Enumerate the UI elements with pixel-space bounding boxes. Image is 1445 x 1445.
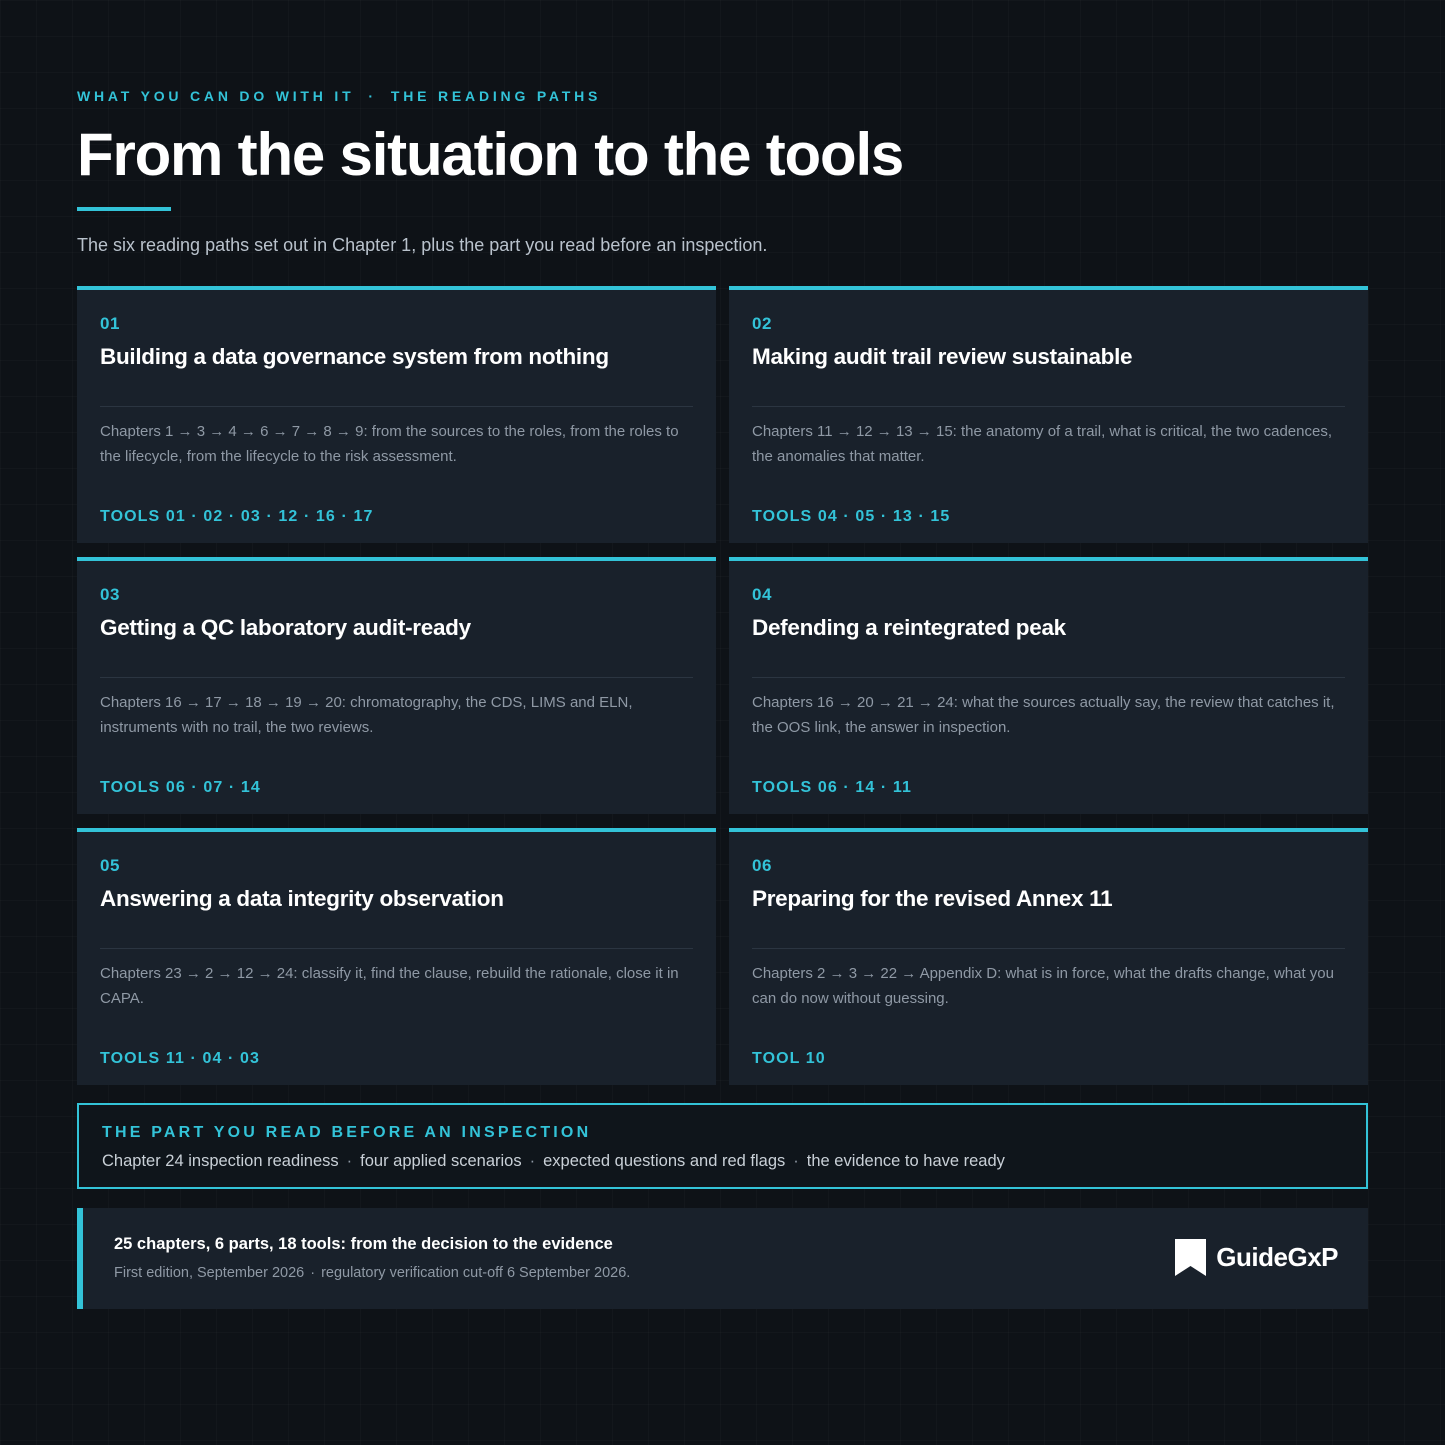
bookmark-icon — [1175, 1239, 1206, 1276]
path-tools: TOOLS 06 · 14 · 11 — [752, 779, 913, 796]
path-card-06 — [729, 828, 1368, 1085]
card-divider — [752, 677, 1345, 678]
path-card-04 — [729, 557, 1368, 814]
brand-name: GuideGxP — [1216, 1242, 1338, 1272]
inspection-items — [102, 1152, 1005, 1171]
path-tools: TOOLS 06 · 07 · 14 — [100, 779, 261, 796]
kicker-right: THE READING PATHS — [390, 88, 602, 104]
path-description: Chapters 1 → 3 → 4 → 6 → 7 → 8 → 9: from the sources to the roles, from the roles to the lifecycle, from the lifecycle to the risk assessment. — [100, 423, 679, 465]
path-title: Preparing for the revised Annex 11 — [752, 886, 1113, 911]
path-number: 04 — [752, 585, 772, 604]
path-description: Chapters 23 → 2 → 12 → 24: classify it, find the clause, rebuild the rationale, close it in CAPA. — [100, 965, 679, 1007]
kicker-left: WHAT YOU CAN DO WITH IT — [77, 88, 355, 104]
card-divider — [752, 406, 1345, 407]
footer-separator: · — [310, 1265, 316, 1281]
path-description: Chapters 16 → 17 → 18 → 19 → 20: chromatography, the CDS, LIMS and ELN, instruments with no trail, the two reviews. — [100, 694, 633, 736]
path-number: 06 — [752, 856, 772, 875]
path-tools: TOOLS 11 · 04 · 03 — [100, 1050, 261, 1067]
inspection-separator: · — [793, 1152, 799, 1170]
page-title: From the situation to the tools — [77, 121, 904, 188]
footer-lead: 25 chapters, 6 parts, 18 tools: from the decision to the evidence — [114, 1235, 613, 1253]
path-description: Chapters 2 → 3 → 22 → Appendix D: what is in force, what the drafts change, what you can do now without guessing. — [752, 965, 1334, 1007]
cutoff-text: regulatory verification cut-off 6 September 2026. — [321, 1265, 631, 1281]
path-card-02 — [729, 286, 1368, 543]
path-tools: TOOLS 04 · 05 · 13 · 15 — [752, 508, 951, 525]
inspection-separator: · — [346, 1152, 353, 1170]
footer-meta — [114, 1265, 630, 1281]
path-card-05 — [77, 828, 716, 1085]
path-title: Building a data governance system from nothing — [100, 344, 609, 369]
inspection-item: expected questions and red flags — [543, 1152, 786, 1170]
path-number: 05 — [100, 856, 120, 875]
card-divider — [100, 948, 693, 949]
inspection-item: four applied scenarios — [360, 1152, 522, 1170]
inspection-item: Chapter 24 inspection readiness — [102, 1152, 339, 1170]
card-divider — [100, 677, 693, 678]
path-description: Chapters 16 → 20 → 21 → 24: what the sources actually say, the review that catches it, the OOS link, the answer in inspection. — [752, 694, 1335, 736]
brand-logo — [1175, 1239, 1338, 1276]
path-number: 03 — [100, 585, 120, 604]
path-description: Chapters 11 → 12 → 13 → 15: the anatomy of a trail, what is critical, the two cadences, the anomalies that matter. — [752, 423, 1333, 465]
card-divider — [752, 948, 1345, 949]
path-tools: TOOL 10 — [752, 1050, 826, 1067]
path-number: 01 — [100, 314, 120, 333]
path-title: Answering a data integrity observation — [100, 886, 504, 911]
title-underline — [77, 207, 171, 211]
path-card-03 — [77, 557, 716, 814]
path-number: 02 — [752, 314, 772, 333]
footer-banner — [77, 1208, 1368, 1309]
page-subtitle: The six reading paths set out in Chapter 1, plus the part you read before an inspection. — [77, 235, 768, 255]
reading-paths-grid — [77, 286, 1368, 1085]
card-divider — [100, 406, 693, 407]
path-title: Getting a QC laboratory audit-ready — [100, 615, 471, 640]
inspection-panel — [77, 1103, 1368, 1189]
inspection-item: the evidence to have ready — [806, 1152, 1005, 1170]
inspection-heading: THE PART YOU READ BEFORE AN INSPECTION — [102, 1124, 592, 1141]
edition-text: First edition, September 2026 — [114, 1265, 305, 1281]
kicker — [77, 88, 601, 104]
path-card-01 — [77, 286, 716, 543]
inspection-separator: · — [529, 1152, 536, 1170]
path-title: Making audit trail review sustainable — [752, 344, 1133, 369]
path-title: Defending a reintegrated peak — [752, 615, 1066, 640]
path-tools: TOOLS 01 · 02 · 03 · 12 · 16 · 17 — [100, 508, 374, 525]
kicker-separator: · — [368, 88, 377, 104]
